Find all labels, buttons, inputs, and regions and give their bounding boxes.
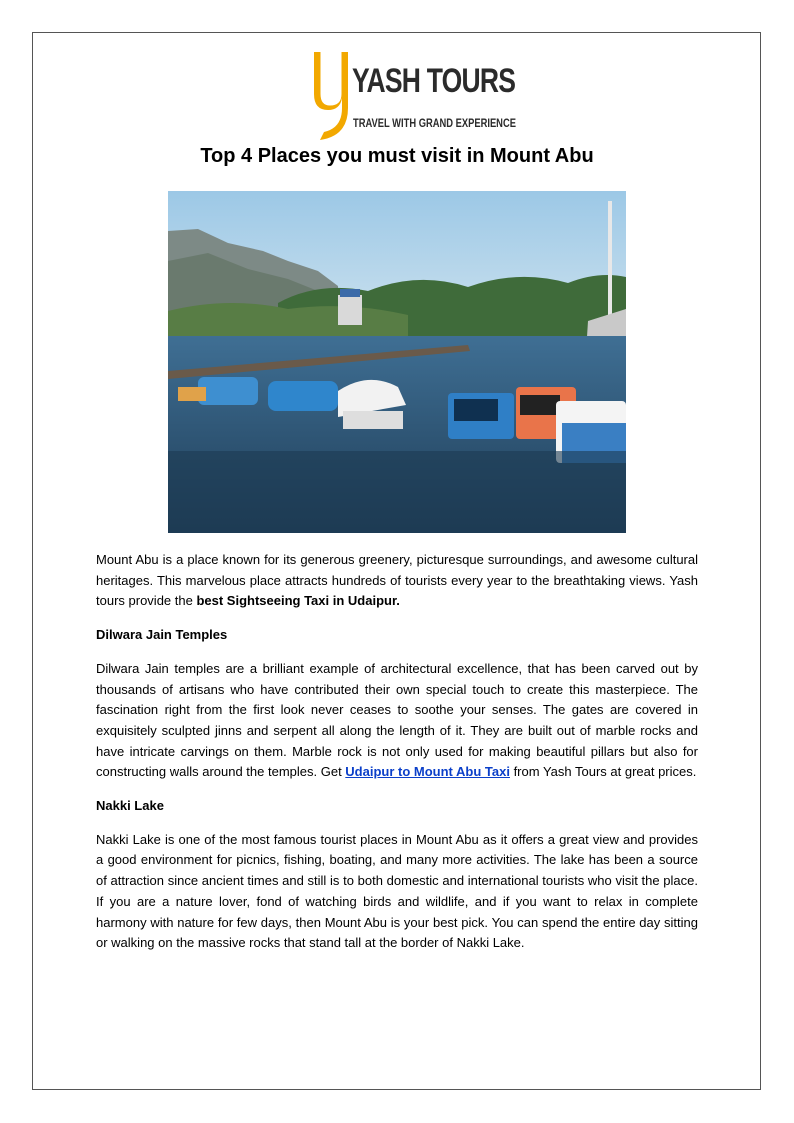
section-paragraph-nakki: Nakki Lake is one of the most famous tourist places in Mount Abu as it offers a great view and provides a good environment for picnics, fishing, boating, and many more activities. The lake has been a source of attraction since ancient times and still is to both domestic and international tourists who visit the place. If you are a nature lover, fond of watching birds and wildlife, and if you want to relax in complete harmony with nature for few days, then Mount Abu is your best pick. You can spend the entire day sitting or walking on the massive rocks that stand tall at the border of Nakki Lake.: [96, 831, 698, 951]
article-body: [96, 550, 698, 967]
intro-paragraph: [96, 550, 698, 612]
logo-brand-name: YASH TOURS: [352, 62, 516, 100]
intro-text: Mount Abu is a place known for its generous greenery, picturesque surroundings, and awesome cultural heritages. This marvelous place attracts hundreds of tourists every year to the breathtaking views. Yash tours provide the: [96, 552, 698, 609]
page-title: Top 4 Places you must visit in Mount Abu: [200, 145, 594, 167]
section-heading-dilwara: Dilwara Jain Temples: [96, 627, 228, 643]
nakki-lake-photo: [168, 191, 626, 533]
dilwara-text: Dilwara Jain temples are a brilliant example of architectural excellence, that has been carved out by thousands of artisans who have contributed their own special touch to create this masterpiece. The fascination right from the first look never ceases to soothe your senses. The gates are covered in exquisitely sculpted jinns and serpent all along the length of it. They are built out of marble rocks and have intricate carvings on them. Marble rock is not only used for making beautiful pillars but also for constructing walls around the temples. Get: [96, 660, 698, 780]
logo-tagline: TRAVEL WITH GRAND EXPERIENCE: [353, 116, 516, 130]
section-heading-nakki: Nakki Lake: [96, 798, 164, 814]
udaipur-to-mount-abu-taxi-link[interactable]: Udaipur to Mount Abu Taxi: [345, 764, 510, 780]
yash-tours-logo: [308, 48, 516, 142]
logo-y-mark-icon: [308, 48, 352, 142]
section-paragraph-dilwara: [96, 659, 698, 783]
dilwara-text-after: from Yash Tours at great prices.: [509, 764, 697, 780]
intro-bold-text: best Sightseeing Taxi in Udaipur.: [196, 593, 400, 609]
